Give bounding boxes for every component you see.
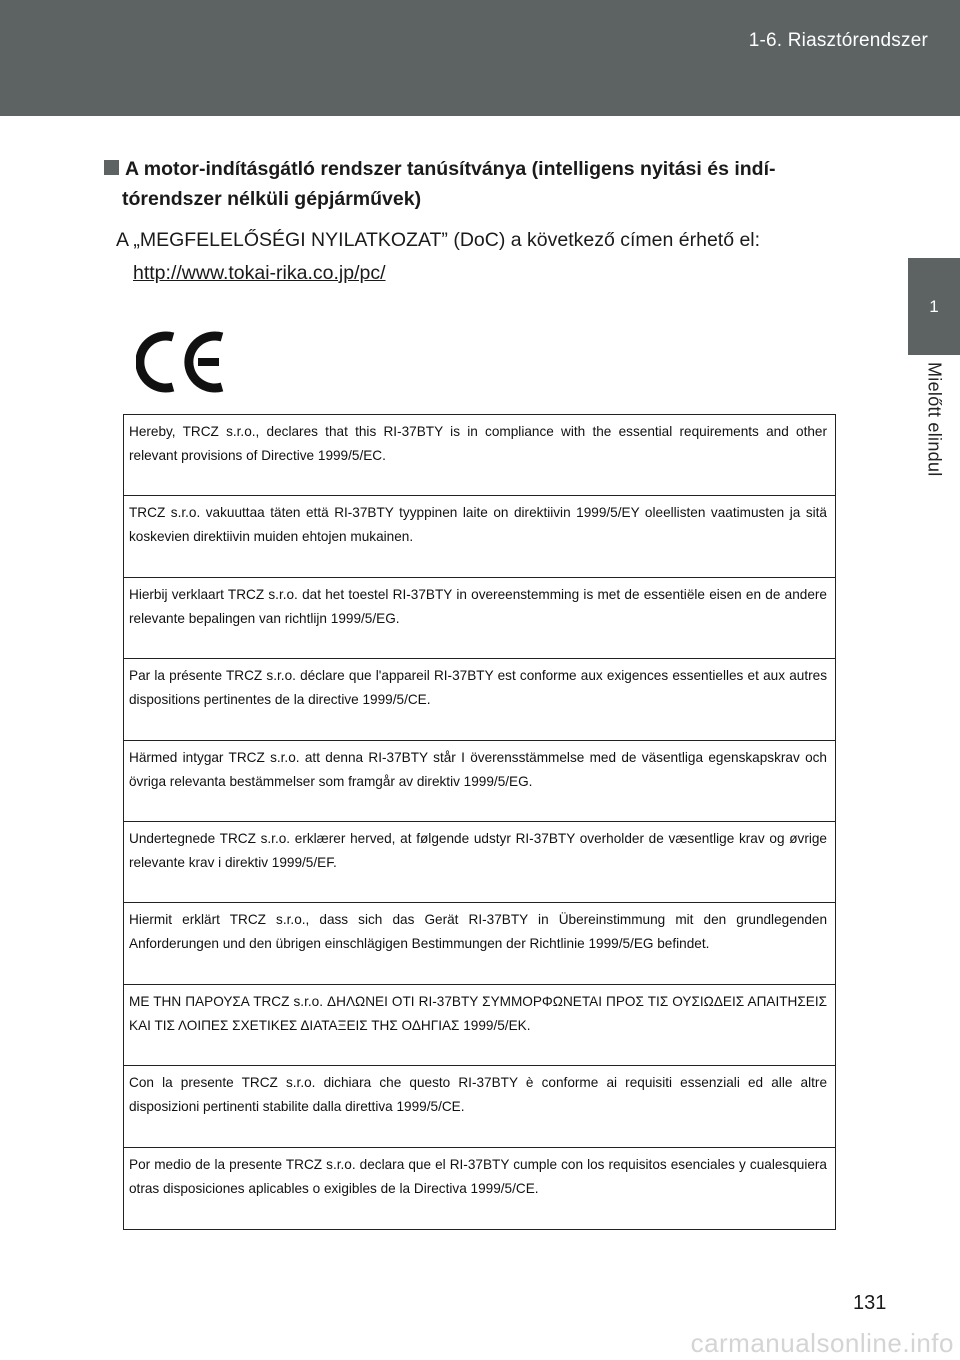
heading-line-1: A motor-indításgátló rendszer tanúsítványa (intelligens nyitási és indí- [125,158,776,180]
chapter-label [908,362,960,502]
ce-mark-icon [136,328,228,401]
declaration-row-da: Undertegnede TRCZ s.r.o. erklærer herved, at følgende udstyr RI-37BTY overholder de væsentlige krav og øvrige relevante krav i direktiv 1999/5/EF. [124,822,835,903]
declaration-row-it: Con la presente TRCZ s.r.o. dichiara che questo RI-37BTY è conforme ai requisiti essenziali ed alle altre disposizioni pertinenti stabilite dalla direttiva 1999/5/CE. [124,1066,835,1147]
intro-text: A „MEGFELELŐSÉGI NYILATKOZAT” (DoC) a következő címen érhető el: [116,229,761,251]
declaration-row-es: Por medio de la presente TRCZ s.r.o. declara que el RI-37BTY cumple con los requisitos esenciales y cualesquiera otras disposiciones aplicables o exigibles de la Directiva 1999/5/CE. [129,1156,827,1196]
doc-url-link[interactable]: http://www.tokai-rika.co.jp/pc/ [133,262,386,284]
declaration-row-de: Hiermit erklärt TRCZ s.r.o., dass sich das Gerät RI-37BTY in Übereinstimmung mit den grundlegenden Anforderungen und den übrigen einschlägigen Bestimmungen der Richtlinie 1999/5/EG befindet. [124,903,835,984]
declaration-table [123,414,836,1230]
section-title: 1-6. Riasztórendszer [748,30,928,51]
chapter-label-text: Mielőtt elindul [924,362,945,477]
declaration-row-nl: Hierbij verklaart TRCZ s.r.o. dat het toestel RI-37BTY in overeenstemming is met de essentiële eisen en de andere relevante bepalingen van richtlijn 1999/5/EG. [124,578,835,659]
section-heading [104,154,874,214]
header-band [0,0,960,116]
declaration-row-sv: Härmed intygar TRCZ s.r.o. att denna RI-37BTY står I överensstämmelse med de väsentliga egenskapskrav och övriga relevanta bestämmelser som framgår av direktiv 1999/5/EG. [124,741,835,822]
square-bullet-icon [104,160,119,175]
page-number: 131 [853,1292,887,1314]
chapter-tab[interactable]: 1 [908,258,960,355]
heading-line-2: tórendszer nélküli gépjárművek) [122,188,422,210]
declaration-row-en: Hereby, TRCZ s.r.o., declares that this RI-37BTY is in compliance with the essential requirements and other relevant provisions of Directive 1999/5/EC. [124,415,835,496]
declaration-row-fr: Par la présente TRCZ s.r.o. déclare que l'appareil RI-37BTY est conforme aux exigences essentielles et aux autres dispositions pertinentes de la directive 1999/5/CE. [124,659,835,740]
declaration-row-fi: TRCZ s.r.o. vakuuttaa täten että RI-37BTY tyyppinen laite on direktiivin 1999/5/EY oleellisten vaatimusten ja sitä koskevien direktiivin muiden ehtojen mukainen. [124,496,835,577]
declaration-row-el: ΜΕ ΤΗΝ ΠΑΡΟΥΣΑ TRCZ s.r.o. ΔΗΛΩΝΕΙ ΟΤΙ RI-37BTY ΣΥΜΜΟΡΦΩΝΕΤΑΙ ΠΡΟΣ ΤΙΣ ΟΥΣΙΩΔΕΙΣ ΑΠΑΙΤΗΣΕΙΣ ΚΑΙ ΤΙΣ ΛΟΙΠΕΣ ΣΧΕΤΙΚΕΣ ΔΙΑΤΑΞΕΙΣ ΤΗΣ ΟΔΗΓΙΑΣ 1999/5/ΕΚ. [124,985,835,1066]
watermark: carmanualsonline.info [690,1328,954,1358]
